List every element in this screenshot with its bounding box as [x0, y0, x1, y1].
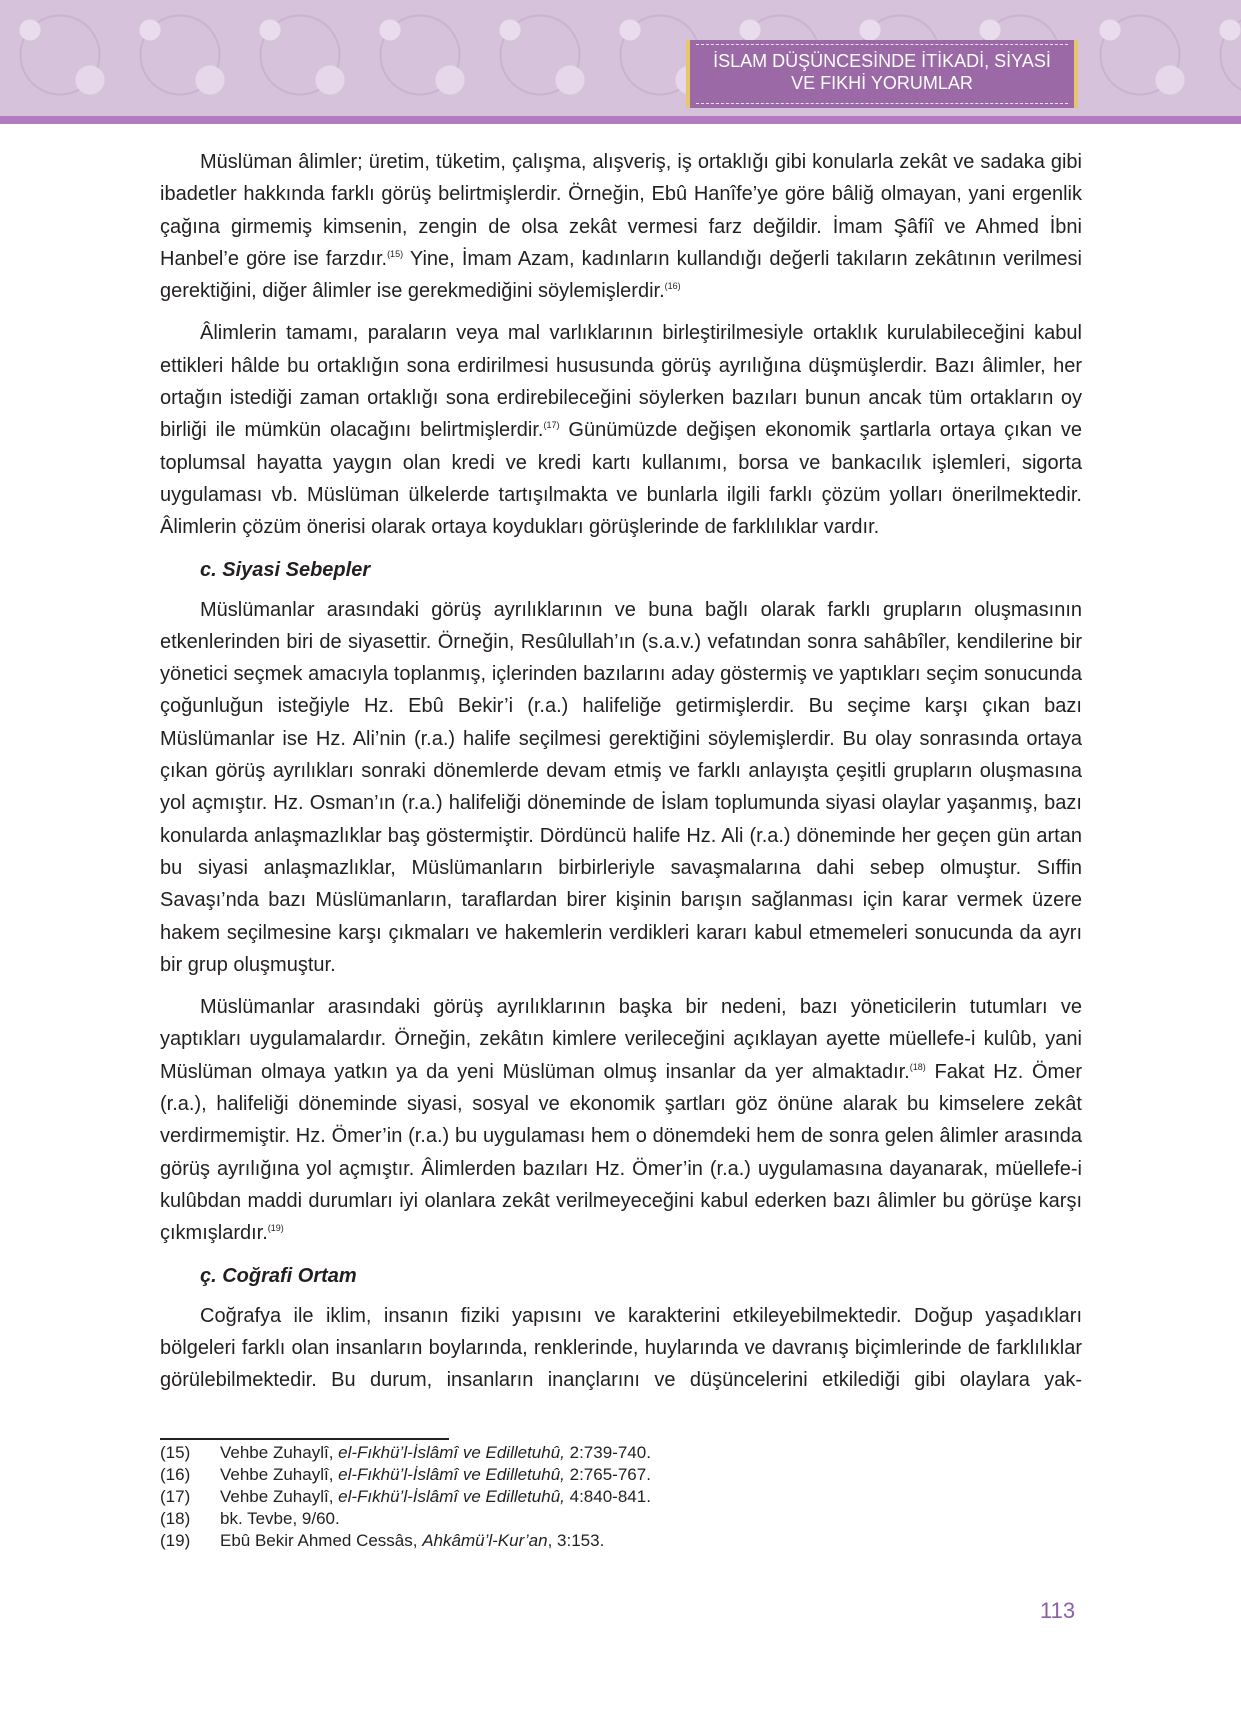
- footnote-location: 2:765-767.: [564, 1465, 651, 1484]
- footnote-title: el-Fıkhü’l-İslâmî ve Edilletuhû,: [338, 1487, 565, 1506]
- chapter-title-line1: İSLAM DÜŞÜNCESİNDE İTİKADİ, SİYASİ: [713, 51, 1051, 71]
- text: Yine, İmam Azam, kadınların kullandığı değerli takıların zekâtının verilmesi gerektiğini, diğer âlimler ise gerekmediğini söylemişlerdir.: [160, 247, 1082, 303]
- footnote: [160, 1442, 651, 1464]
- body-text: [160, 146, 1082, 1406]
- footnote-number: (15): [160, 1443, 191, 1462]
- footnote-title: el-Fıkhü’l-İslâmî ve Edilletuhû,: [338, 1465, 565, 1484]
- footnote-author: Vehbe Zuhaylî,: [220, 1465, 339, 1484]
- footnote-author: Ebû Bekir Ahmed Cessâs,: [220, 1531, 423, 1550]
- section-heading: ç. Coğrafi Ortam: [200, 1264, 357, 1287]
- paragraph: [160, 991, 1082, 1249]
- footnote-number: (18): [160, 1509, 191, 1528]
- footnote: [160, 1508, 651, 1530]
- footnote-author: bk. Tevbe, 9/60.: [220, 1509, 340, 1528]
- footnote-number: (17): [160, 1487, 191, 1506]
- paragraph: [160, 317, 1082, 543]
- paragraph: [160, 1300, 1082, 1397]
- footnote-title: Ahkâmü’l-Kur’an: [422, 1531, 548, 1550]
- footnote-number: (19): [160, 1531, 191, 1550]
- footnote: [160, 1530, 651, 1552]
- footnote-location: , 3:153.: [547, 1531, 605, 1550]
- text: Âlimlerin tamamı, paraların veya mal varlıklarının birleştirilmesiyle ortaklık kurulabileceğini kabul ettikleri hâlde bu ortaklığın sona erdirilmesi hususunda görüş ayrılığına düşmüşlerdir. Bazı âlimler, her ortağın istediği zaman ortaklığı sona erdirebileceğini söylerken bazıları bunun ancak tüm ortakların oy birliği ile mümkün olacağını belirtmişlerdir.: [160, 322, 1082, 442]
- footnote: [160, 1486, 651, 1508]
- footnote: [160, 1464, 651, 1486]
- footnote-author: Vehbe Zuhaylî,: [220, 1487, 339, 1506]
- text: Coğrafya ile iklim, insanın fiziki yapısını ve karakterini etkileyebilmektedir. Doğup yaşadıkları bölgeleri farklı olan insanların boylarında, renklerinde, huylarında ve davranış biçimlerinde de farklılıklar görülebilmektedir. Bu durum, insanların inançlarını ve düşüncelerini etkilediği gibi olaylara yak-: [160, 1304, 1082, 1392]
- text: Müslümanlar arasındaki görüş ayrılıklarının ve buna bağlı olarak farklı grupların oluşmasının etkenlerinden biri de siyasettir. Örneğin, Resûlullah’ın (s.a.v.) vefatından sonra sahâbîler, kendilerine bir yönetici seçmek amacıyla toplanmış, içlerinden bazılarını aday göstermiş ve yaptıkları seçim sonucunda çoğunluğun isteğiyle Hz. Ebû Bekir’i (r.a.) halifeliğe getirmişlerdir. Bu seçime karşı çıkan bazı Müslümanlar ise Hz. Ali’nin (r.a.) halife seçilmesi gerektiğini söylemişlerdir. Bu olay sonrasında ortaya çıkan görüş ayrılıkları sonraki dönemlerde devam etmiş ve farklı anlayışta çeşitli grupların oluşmasına yol açmıştır. Hz. Osman’ın (r.a.) halifeliği döneminde de İslam toplumunda siyasi olaylar yaşanmış, bazı konularda anlaşmazlıklar baş göstermiştir. Dördüncü halife Hz. Ali (r.a.) döneminde her geçen gün artan bu siyasi anlaşmazlıklar, Müslümanların birbirleriyle savaşmalarına dahi sebep olmuştur. Sıffin Savaşı’nda bazı Müslümanların, taraflardan birer kişinin barışın sağlanması için karar vermek üzere hakem seçilmesine karşı çıkmaları ve hakemlerin verdikleri kararı kabul etmemeleri sonucunda da ayrı bir grup oluşmuştur.: [160, 598, 1082, 976]
- footnote-author: Vehbe Zuhaylî,: [220, 1443, 339, 1462]
- chapter-banner: [686, 40, 1078, 108]
- footnote-ref[interactable]: (16): [664, 281, 681, 292]
- footnote-number: (16): [160, 1465, 191, 1484]
- footnote-ref[interactable]: (15): [387, 248, 404, 259]
- footnotes: [160, 1442, 651, 1552]
- text: Fakat Hz. Ömer (r.a.), halifeliği döneminde siyasi, sosyal ve ekonomik şartları göz önüne alarak bu kimselere zekât verdirmemiştir. Hz. Ömer’in (r.a.) bu uygulaması hem o dönemdeki hem de sonra gelen âlimler arasında görüş ayrılığına yol açmıştır. Âlimlerden bazıları Hz. Ömer’in (r.a.) uygulamasına dayanarak, müellefe-i kulûbdan maddi durumları iyi olanlara zekât verilmeyeceğini kabul ederken bazı âlimler bu görüşe karşı çıkmışlardır.: [160, 1060, 1082, 1245]
- section-heading: c. Siyasi Sebepler: [200, 558, 371, 581]
- text: Günümüzde değişen ekonomik şartlarla ortaya çıkan ve toplumsal hayatta yaygın olan kredi ve kredi kartı kullanımı, borsa ve bankacılık işlemleri, sigorta uygulaması vb. Müslüman ülkelerde tartışılmakta ve bunlarla ilgili farklı çözüm yolları önerilmektedir. Âlimlerin çözüm önerisi olarak ortaya koydukları görüşlerinde de farklılıklar vardır.: [160, 419, 1082, 539]
- text: Müslümanlar arasındaki görüş ayrılıklarının başka bir nedeni, bazı yöneticilerin tutumları ve yaptıkları uygulamalardır. Örneğin, zekâtın kimlere verileceğini açıklayan ayette müellefe-i kulûb, yani Müslüman olmaya yatkın ya da yeni Müslüman olmuş insanlar da yer almaktadır.: [160, 996, 1082, 1083]
- header-bar: [0, 116, 1241, 124]
- footnote-ref[interactable]: (17): [543, 420, 560, 431]
- paragraph: [160, 146, 1082, 307]
- page-number: 113: [1040, 1598, 1076, 1623]
- footnote-location: 2:739-740.: [564, 1443, 651, 1462]
- chapter-title-line2: VE FIKHİ YORUMLAR: [791, 73, 973, 93]
- footnote-ref[interactable]: (18): [909, 1061, 926, 1072]
- footnote-location: 4:840-841.: [564, 1487, 651, 1506]
- footnote-divider: [160, 1438, 449, 1440]
- text: Müslüman âlimler; üretim, tüketim, çalışma, alışveriş, iş ortaklığı gibi konularla zekât ve sadaka gibi ibadetler hakkında farklı görüş belirtmişlerdir. Örneğin, Ebû Hanîfe’ye göre bâliğ olmayan, yani ergenlik çağına girmemiş kimsenin, zengin de olsa zekât vermesi farz değildir. İmam Şâfiî ve Ahmed İbni Hanbel’e göre ise farzdır.: [160, 151, 1082, 270]
- footnote-title: el-Fıkhü’l-İslâmî ve Edilletuhû,: [338, 1443, 565, 1462]
- paragraph: [160, 594, 1082, 982]
- footnote-ref[interactable]: (19): [267, 1223, 284, 1234]
